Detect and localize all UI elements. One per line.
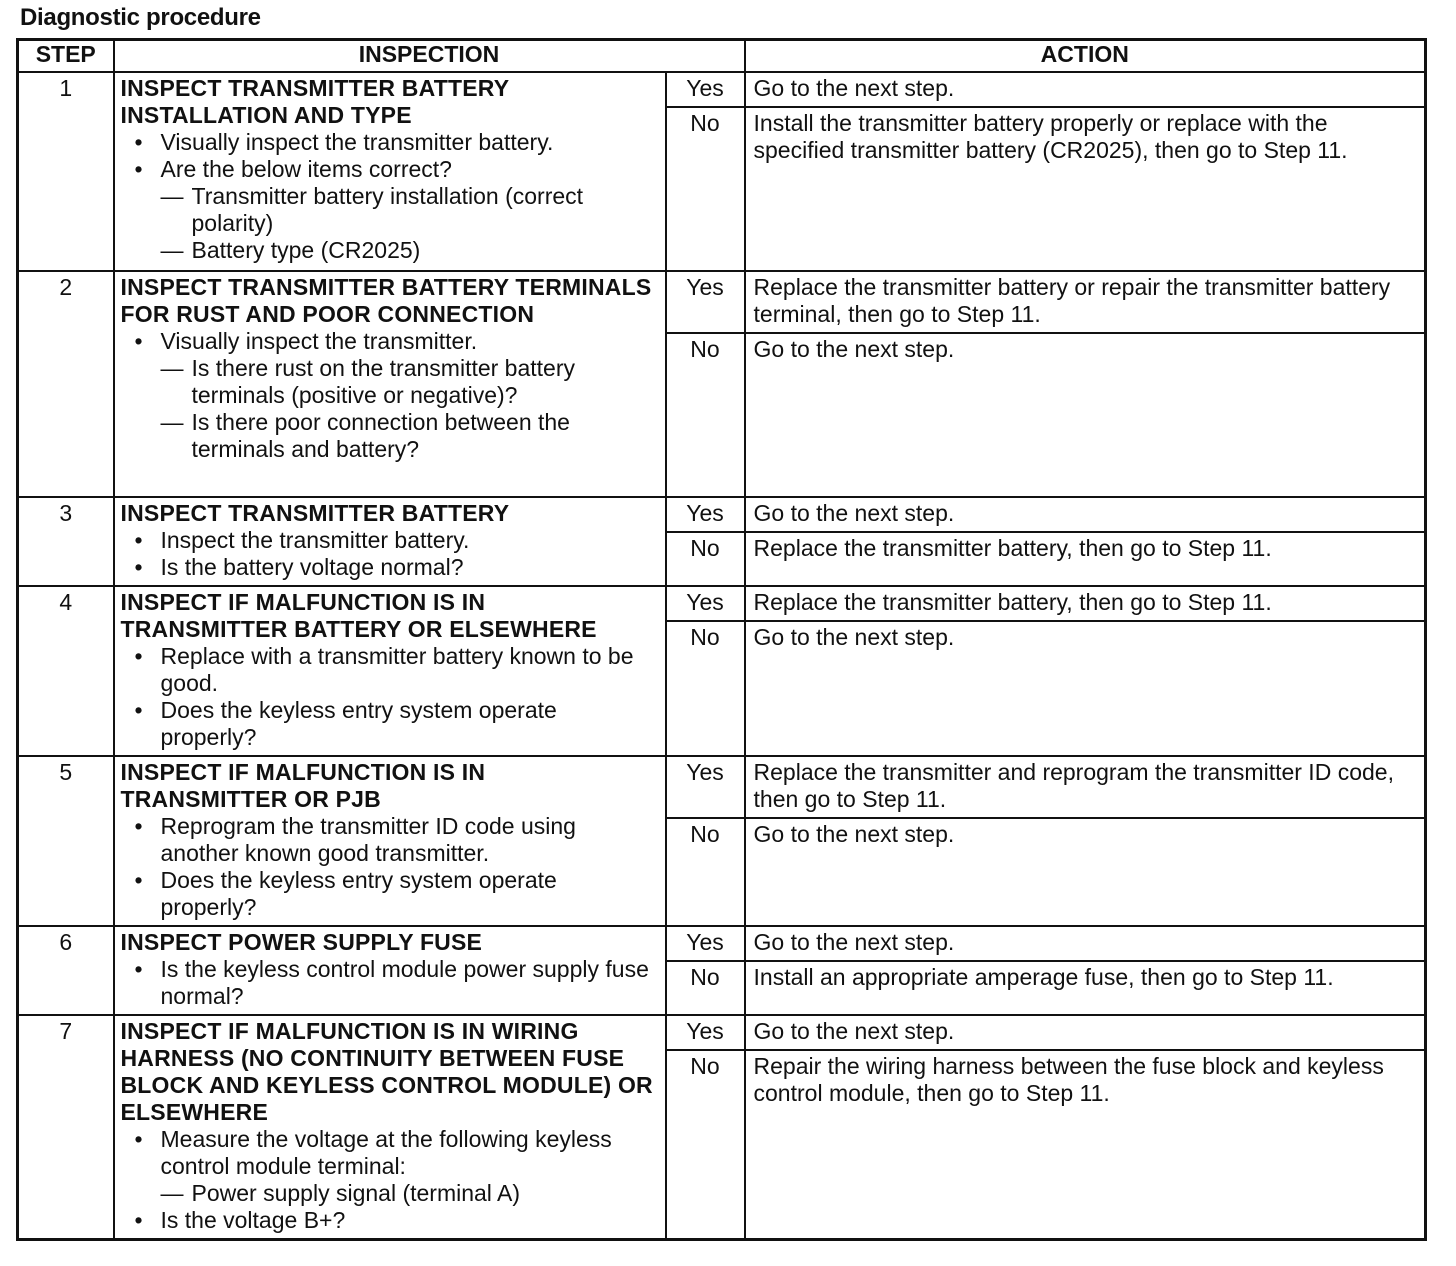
inspection-sub-item: — Battery type (CR2025) bbox=[121, 237, 659, 264]
inspection-bullet bbox=[121, 1207, 659, 1234]
inspection-bullet-list bbox=[121, 956, 659, 1010]
inspection-cell bbox=[114, 1015, 666, 1240]
inspection-bullet bbox=[121, 1126, 659, 1207]
inspection-bullet bbox=[121, 813, 659, 867]
step-number: 6 bbox=[18, 926, 114, 1015]
inspection-cell bbox=[114, 72, 666, 271]
result-no-label: No bbox=[666, 621, 745, 756]
result-no-label: No bbox=[666, 1050, 745, 1239]
action-if-yes: Replace the transmitter battery, then go to Step 11. bbox=[745, 586, 1426, 621]
result-no-label: No bbox=[666, 961, 745, 1015]
bullet-text: Visually inspect the transmitter battery. bbox=[160, 129, 554, 155]
bullet-text: Visually inspect the transmitter. bbox=[160, 328, 478, 354]
bullet-text: Inspect the transmitter battery. bbox=[160, 527, 470, 553]
inspection-bullet-list bbox=[121, 1126, 659, 1234]
action-if-no: Replace the transmitter battery, then go to Step 11. bbox=[745, 532, 1426, 586]
bullet-text: Is the voltage B+? bbox=[160, 1207, 346, 1233]
action-column-header: ACTION bbox=[745, 40, 1426, 73]
result-yes-label: Yes bbox=[666, 72, 745, 107]
action-if-yes: Replace the transmitter battery or repair the transmitter battery terminal, then go to Step 11. bbox=[745, 271, 1426, 333]
result-yes-label: Yes bbox=[666, 926, 745, 961]
table-row bbox=[18, 497, 1426, 532]
inspection-sub-list bbox=[161, 183, 659, 264]
step-column-header: STEP bbox=[18, 40, 114, 73]
action-if-yes: Go to the next step. bbox=[745, 72, 1426, 107]
inspection-sub-item: — Is there poor connection between the terminals and battery? bbox=[121, 409, 659, 463]
action-if-no: Go to the next step. bbox=[745, 621, 1426, 756]
action-if-yes: Go to the next step. bbox=[745, 926, 1426, 961]
result-no-label: No bbox=[666, 107, 745, 271]
inspection-title: INSPECT POWER SUPPLY FUSE bbox=[120, 929, 483, 955]
inspection-title: INSPECT TRANSMITTER BATTERY TERMINALS FOR RUST AND POOR CONNECTION bbox=[120, 274, 652, 327]
action-if-no: Go to the next step. bbox=[745, 333, 1426, 497]
inspection-bullet bbox=[121, 643, 659, 697]
inspection-cell bbox=[114, 497, 666, 586]
action-if-no: Go to the next step. bbox=[745, 818, 1426, 926]
step-number: 4 bbox=[18, 586, 114, 756]
table-row bbox=[18, 926, 1426, 961]
inspection-cell bbox=[114, 926, 666, 1015]
page-title: Diagnostic procedure bbox=[20, 4, 261, 31]
inspection-bullet-list bbox=[121, 328, 659, 463]
inspection-cell bbox=[114, 271, 666, 497]
action-if-no: Repair the wiring harness between the fuse block and keyless control module, then go to Step 11. bbox=[745, 1050, 1426, 1239]
step-number: 2 bbox=[18, 271, 114, 497]
inspection-bullet bbox=[121, 328, 659, 463]
action-if-no: Install an appropriate amperage fuse, then go to Step 11. bbox=[745, 961, 1426, 1015]
inspection-title: INSPECT TRANSMITTER BATTERY bbox=[120, 500, 510, 526]
bullet-text: Does the keyless entry system operate properly? bbox=[160, 697, 557, 750]
bullet-text: Replace with a transmitter battery known to be good. bbox=[160, 643, 634, 696]
inspection-bullet bbox=[121, 956, 659, 1010]
inspection-bullet-list bbox=[121, 813, 659, 921]
table-row bbox=[18, 1015, 1426, 1050]
inspection-title: INSPECT IF MALFUNCTION IS IN TRANSMITTER OR PJB bbox=[120, 759, 486, 812]
result-yes-label: Yes bbox=[666, 586, 745, 621]
result-no-label: No bbox=[666, 818, 745, 926]
inspection-bullet bbox=[121, 697, 659, 751]
inspection-bullet-list bbox=[121, 129, 659, 264]
step-number: 3 bbox=[18, 497, 114, 586]
result-no-label: No bbox=[666, 532, 745, 586]
inspection-bullet bbox=[121, 527, 659, 554]
inspection-sub-item: — Is there rust on the transmitter battery terminals (positive or negative)? bbox=[121, 355, 659, 409]
inspection-cell bbox=[114, 756, 666, 926]
table-row bbox=[18, 271, 1426, 333]
action-if-yes: Go to the next step. bbox=[745, 1015, 1426, 1050]
bullet-text: Is the keyless control module power supply fuse normal? bbox=[160, 956, 649, 1009]
inspection-sub-item: — Transmitter battery installation (correct polarity) bbox=[121, 183, 659, 237]
inspection-bullet-list bbox=[121, 643, 659, 751]
bullet-text: Are the below items correct? bbox=[160, 156, 452, 182]
inspection-sub-item: — Power supply signal (terminal A) bbox=[121, 1180, 659, 1207]
inspection-bullet bbox=[121, 867, 659, 921]
inspection-title: INSPECT IF MALFUNCTION IS IN WIRING HARNESS (NO CONTINUITY BETWEEN FUSE BLOCK AND KEYLESS CONTROL MODULE) OR ELSEWHERE bbox=[120, 1018, 653, 1125]
inspection-title: INSPECT IF MALFUNCTION IS IN TRANSMITTER BATTERY OR ELSEWHERE bbox=[120, 589, 597, 642]
diagnostic-procedure-table bbox=[16, 38, 1427, 1241]
table-row bbox=[18, 72, 1426, 107]
step-number: 5 bbox=[18, 756, 114, 926]
result-no-label: No bbox=[666, 333, 745, 497]
inspection-bullet bbox=[121, 156, 659, 264]
inspection-bullet bbox=[121, 554, 659, 581]
result-yes-label: Yes bbox=[666, 271, 745, 333]
inspection-column-header: INSPECTION bbox=[114, 40, 745, 73]
table-row bbox=[18, 586, 1426, 621]
step-number: 7 bbox=[18, 1015, 114, 1240]
inspection-bullet-list bbox=[121, 527, 659, 581]
table-header-row bbox=[18, 40, 1426, 73]
step-number: 1 bbox=[18, 72, 114, 271]
table-body bbox=[18, 72, 1426, 1240]
bullet-text: Measure the voltage at the following keyless control module terminal: bbox=[160, 1126, 612, 1179]
bullet-text: Does the keyless entry system operate properly? bbox=[160, 867, 557, 920]
bullet-text: Reprogram the transmitter ID code using another known good transmitter. bbox=[160, 813, 576, 866]
inspection-bullet bbox=[121, 129, 659, 156]
inspection-cell bbox=[114, 586, 666, 756]
result-yes-label: Yes bbox=[666, 497, 745, 532]
action-if-yes: Replace the transmitter and reprogram the transmitter ID code, then go to Step 11. bbox=[745, 756, 1426, 818]
result-yes-label: Yes bbox=[666, 1015, 745, 1050]
inspection-title: INSPECT TRANSMITTER BATTERY INSTALLATION AND TYPE bbox=[120, 75, 509, 128]
action-if-no: Install the transmitter battery properly or replace with the specified transmitter battery (CR2025), then go to Step 11. bbox=[745, 107, 1426, 271]
action-if-yes: Go to the next step. bbox=[745, 497, 1426, 532]
bullet-text: Is the battery voltage normal? bbox=[160, 554, 464, 580]
table-row bbox=[18, 756, 1426, 818]
inspection-sub-list bbox=[161, 1180, 659, 1207]
inspection-sub-list bbox=[161, 355, 659, 463]
result-yes-label: Yes bbox=[666, 756, 745, 818]
